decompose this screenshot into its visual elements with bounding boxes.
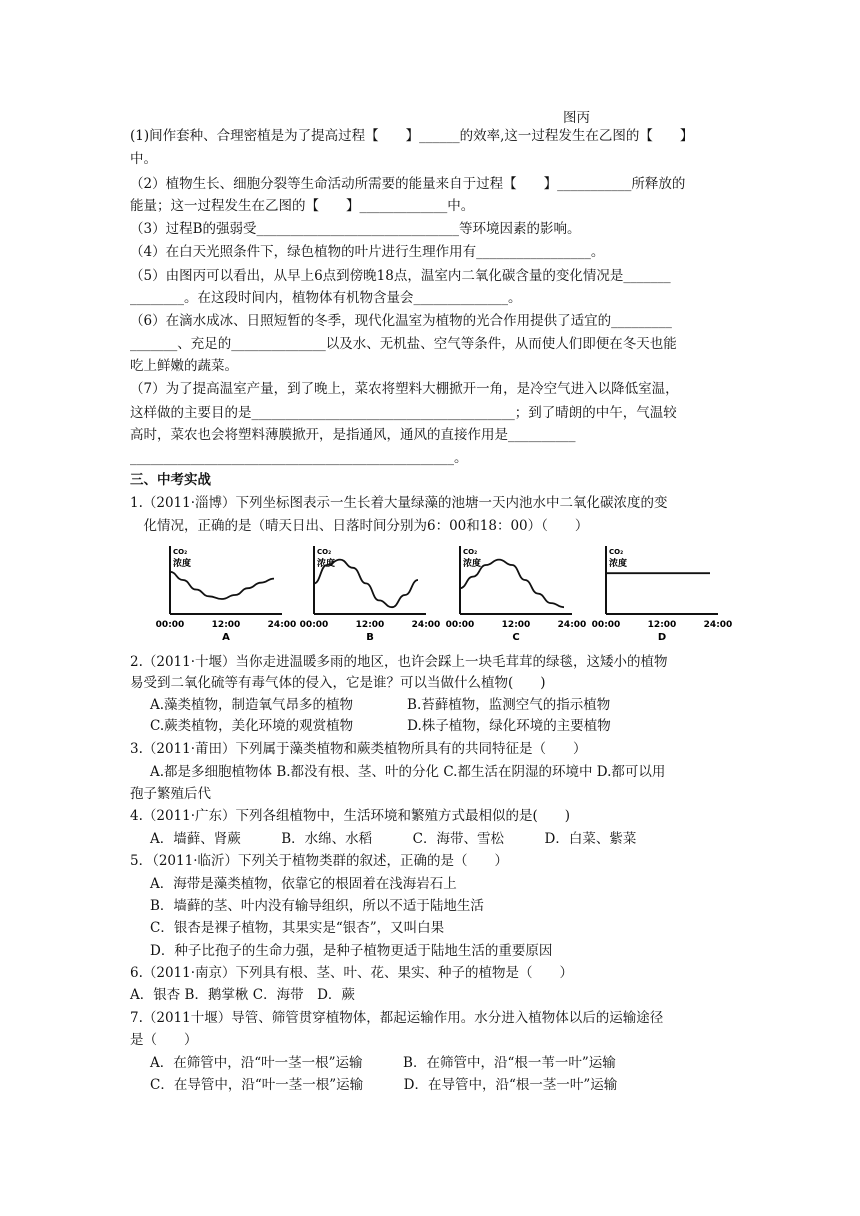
x-tick-label: 00:00: [445, 620, 475, 630]
text-line: 是（ ）: [130, 1032, 198, 1048]
text-line: 6.（2011·南京）下列具有根、茎、叶、花、果实、种子的植物是（ ）: [130, 965, 574, 981]
y-axis-label: 浓度: [609, 559, 628, 569]
y-axis-label: CO₂: [463, 548, 478, 556]
text-line: A．海带是藻类植物，依靠它的根固着在浅海岩石上: [150, 876, 457, 892]
text-line: 5．（2011·临沂）下列关于植物类群的叙述，正确的是（ ）: [130, 853, 508, 869]
chart-label: C: [512, 632, 520, 643]
y-axis-label: 浓度: [317, 559, 336, 569]
text-line: C．银杏是裸子植物，其果实是“银杏”，又叫白果: [150, 920, 445, 936]
text-line: 2.（2011·十堰）当你走进温暖多雨的地区，也许会踩上一块毛茸茸的绿毯，这矮小的植物: [130, 654, 668, 670]
text-line: D．种子比孢子的生命力强，是种子植物更适于陆地生活的重要原因: [150, 943, 553, 959]
text-line: B．墙藓的茎、叶内没有输导组织，所以不适于陆地生活: [150, 898, 484, 914]
text-line: 孢子繁殖后代: [130, 786, 211, 802]
section-heading: 三、中考实战: [130, 472, 211, 488]
text-line: C.蕨类植物，美化环境的观赏植物 D.株子植物，绿化环境的主要植物: [150, 718, 611, 734]
text-line: （4）在白天光照条件下，绿色植物的叶片进行生理作用有_________________。: [130, 244, 605, 260]
text-line: ________________________________________________。: [130, 450, 468, 466]
text-line: 能量；这一过程发生在乙图的【 】_____________中。: [130, 198, 475, 214]
chart-label: B: [366, 632, 374, 643]
x-tick-label: 12:00: [501, 620, 531, 630]
x-tick-label: 00:00: [591, 620, 621, 630]
x-tick-label: 24:00: [557, 620, 587, 630]
figure-label: 图丙: [563, 110, 590, 126]
y-axis-label: CO₂: [317, 548, 332, 556]
text-line: A．在筛管中，沿“叶一茎一根”运输 B．在筛管中，沿“根一苇一叶”运输: [150, 1055, 616, 1071]
text-line: 4.（2011·广东）下列各组植物中，生活环境和繁殖方式最相似的是( ): [130, 808, 571, 824]
text-line: A.藻类植物，制造氧气昂多的植物 B.苔藓植物，监测空气的指示植物: [150, 697, 611, 713]
text-line: ________。在这段时间内，植物体有机物含量会______________。: [130, 290, 522, 306]
x-tick-label: 24:00: [267, 620, 297, 630]
text-line: 7.（2011十堰）导管、筛管贯穿植物体，都起运输作用。水分进入植物体以后的运输途径: [130, 1010, 664, 1026]
co2-curve: [170, 572, 274, 599]
text-line: 1.（2011·淄博）下列坐标图表示一生长着大量绿藻的池塘一天内池水中二氧化碳浓度的变: [130, 495, 668, 511]
text-line: （3）过程B的强弱受______________________________等环境因素的影响。: [130, 221, 581, 237]
text-line: 3.（2011·莆田）下列属于藻类植物和蕨类植物所具有的共同特征是（ ）: [130, 741, 587, 757]
text-line: C．在导管中，沿“叶一茎一根”运输 D．在导管中，沿“根一茎一叶”运输: [150, 1077, 618, 1093]
text-line: A．墙藓、肾蕨 B．水绵、水稻 C．海带、雪松 D．白菜、紫菜: [150, 831, 637, 847]
x-tick-label: 12:00: [211, 620, 241, 630]
text-line: （2）植物生长、细胞分裂等生命活动所需要的能量来自于过程【 】___________所释放的: [130, 176, 686, 192]
text-line: （7）为了提高温室产量，到了晚上，菜农将塑料大棚掀开一角，是冷空气进入以降低室温，: [130, 381, 679, 397]
x-tick-label: 00:00: [155, 620, 185, 630]
x-tick-label: 00:00: [299, 620, 329, 630]
text-line: （5）由图丙可以看出，从早上6点到傍晚18点，温室内二氧化碳含量的变化情况是_______: [130, 268, 671, 284]
x-tick-label: 12:00: [647, 620, 677, 630]
y-axis-label: 浓度: [173, 559, 192, 569]
text-line: _______、充足的______________以及水、无机盐、空气等条件，从而使人们即便在冬天也能: [130, 336, 677, 352]
co2-charts: [148, 538, 733, 643]
y-axis-label: CO₂: [173, 548, 188, 556]
text-line: (1)间作套种、合理密植是为了提高过程【 】______的效率,这一过程发生在乙图的【 】: [130, 128, 694, 144]
text-line: 高时，菜农也会将塑料薄膜掀开，是指通风，通风的直接作用是__________: [130, 427, 576, 443]
text-line: A.都是多细胞植物体 B.都没有根、茎、叶的分化 C.都生活在阴湿的环境中 D.都可以用: [150, 764, 666, 780]
text-line: 中。: [130, 151, 157, 167]
x-tick-label: 24:00: [703, 620, 733, 630]
chart-label: D: [657, 632, 667, 643]
text-line: 化情况，正确的是（晴天日出、日落时间分别为6：00和18：00）（ ）: [130, 518, 589, 534]
text-line: （6）在滴水成冰、日照短暂的冬季，现代化温室为植物的光合作用提供了适宜的_________: [130, 313, 672, 329]
y-axis-label: 浓度: [463, 559, 482, 569]
text-line: 这样做的主要目的是_______________________________________；到了晴朗的中午，气温较: [130, 405, 677, 421]
co2-charts-svg: [148, 538, 733, 643]
x-tick-label: 24:00: [411, 620, 441, 630]
text-line: A．银杏 B．鹅掌楸 C．海带 D．蕨: [130, 987, 355, 1003]
text-line: 吃上鲜嫩的蔬菜。: [130, 358, 238, 374]
chart-label: A: [222, 632, 230, 643]
text-line: 易受到二氧化硫等有毒气体的侵入，它是谁？可以当做什么植物( ): [130, 675, 546, 691]
x-tick-label: 12:00: [355, 620, 385, 630]
y-axis-label: CO₂: [609, 548, 624, 556]
